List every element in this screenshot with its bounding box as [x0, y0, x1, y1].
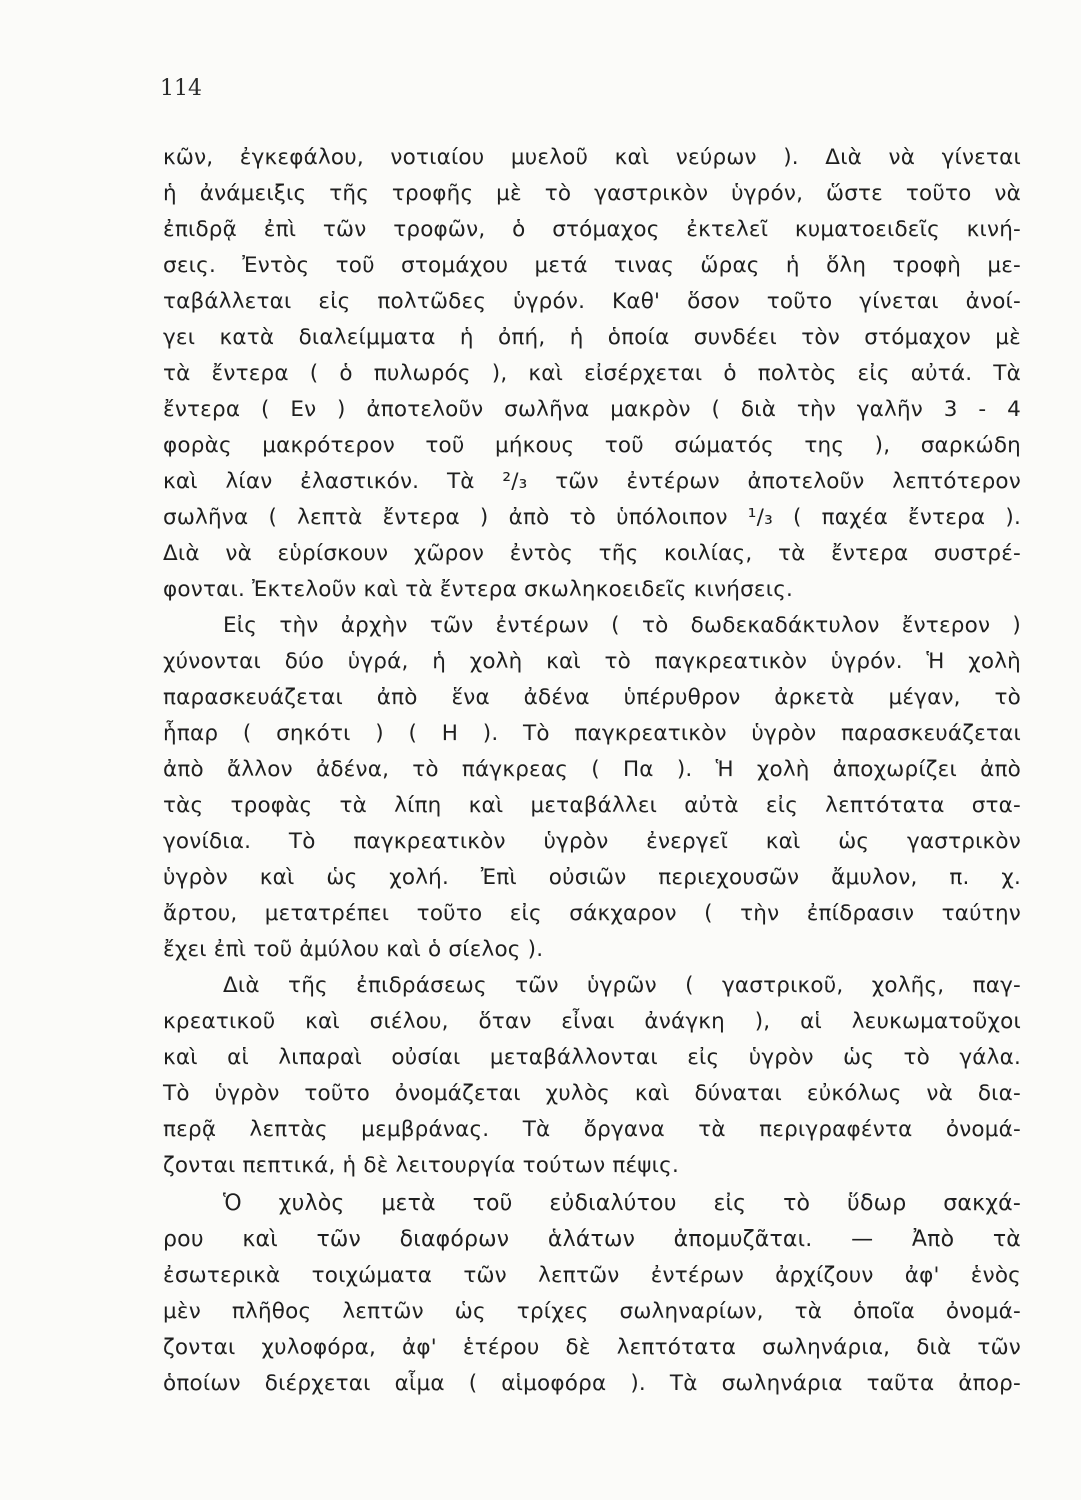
text-line: ἀπὸ ἄλλον ἀδένα, τὸ πάγκρεας ( Πα ). Ἡ χολὴ ἀποχωρίζει ἀπὸ [163, 757, 1021, 782]
text-line: σωλῆνα ( λεπτὰ ἔντερα ) ἀπὸ τὸ ὑπόλοιπον ¹/₃ ( παχέα ἔντερα ). [163, 505, 1021, 530]
text-line: κρεατικοῦ καὶ σιέλου, ὅταν εἶναι ἀνάγκη ), αἱ λευκωματοῦχοι [163, 1009, 1021, 1034]
text-line: Διὰ νὰ εὑρίσκουν χῶρον ἐντὸς τῆς κοιλίας, τὰ ἔντερα συστρέ- [163, 541, 1021, 566]
text-line: φορὰς μακρότερον τοῦ μήκους τοῦ σώματός της ), σαρκώδη [163, 433, 1021, 458]
section-heading-line: ρου καὶ τῶν διαφόρων ἁλάτων ἀπομυζᾶται. — Ἀπὸ τὰ [163, 1227, 1021, 1252]
text-line: χύνονται δύο ὑγρά, ἡ χολὴ καὶ τὸ παγκρεατικὸν ὑγρόν. Ἡ χολὴ [163, 649, 1021, 674]
text-line: Εἰς τὴν ἀρχὴν τῶν ἐντέρων ( τὸ δωδεκαδάκτυλον ἔντερον ) [223, 613, 1021, 638]
text-line: φονται. Ἐκτελοῦν καὶ τὰ ἔντερα σκωληκοειδεῖς κινήσεις. [163, 577, 794, 602]
section-heading-line: Ὁ χυλὸς μετὰ τοῦ εὐδιαλύτου εἰς τὸ ὕδωρ σακχά- [223, 1191, 1021, 1216]
text-line: γει κατὰ διαλείμματα ἡ ὀπή, ἡ ὁποία συνδέει τὸν στόμαχον μὲ [163, 325, 1021, 350]
text-line: καὶ αἱ λιπαραὶ οὐσίαι μεταβάλλονται εἰς ὑγρὸν ὡς τὸ γάλα. [163, 1045, 1021, 1070]
text-line: περᾷ λεπτὰς μεμβράνας. Τὰ ὄργανα τὰ περιγραφέντα ὀνομά- [163, 1117, 1021, 1142]
text-line: Διὰ τῆς ἐπιδράσεως τῶν ὑγρῶν ( γαστρικοῦ, χολῆς, παγ- [223, 973, 1021, 998]
text-line: ἡ ἀνάμειξις τῆς τροφῆς μὲ τὸ γαστρικὸν ὑγρόν, ὥστε τοῦτο νὰ [163, 181, 1021, 206]
text-line: ὁποίων διέρχεται αἷμα ( αἱμοφόρα ). Τὰ σωληνάρια ταῦτα ἀπορ- [163, 1371, 1021, 1396]
text-line: Τὸ ὑγρὸν τοῦτο ὀνομάζεται χυλὸς καὶ δύναται εὐκόλως νὰ δια- [163, 1081, 1021, 1106]
text-line: γονίδια. Τὸ παγκρεατικὸν ὑγρὸν ἐνεργεῖ καὶ ὡς γαστρικὸν [163, 829, 1021, 854]
text-line: ζονται πεπτικά, ἡ δὲ λειτουργία τούτων πέψις. [163, 1153, 680, 1178]
text-line: μὲν πλῆθος λεπτῶν ὡς τρίχες σωληναρίων, τὰ ὁποῖα ὀνομά- [163, 1299, 1021, 1324]
text-line: τὰς τροφὰς τὰ λίπη καὶ μεταβάλλει αὐτὰ εἰς λεπτότατα στα- [163, 793, 1021, 818]
text-line: ἧπαρ ( σηκότι ) ( Η ). Τὸ παγκρεατικὸν ὑγρὸν παρασκευάζεται [163, 721, 1021, 746]
text-line: κῶν, ἐγκεφάλου, νοτιαίου μυελοῦ καὶ νεύρων ). Διὰ νὰ γίνεται [163, 145, 1021, 170]
text-line: ὑγρὸν καὶ ὡς χολή. Ἐπὶ οὐσιῶν περιεχουσῶν ἄμυλον, π. χ. [163, 865, 1021, 890]
text-line: ἐπιδρᾷ ἐπὶ τῶν τροφῶν, ὁ στόμαχος ἐκτελεῖ κυματοειδεῖς κινή- [163, 217, 1021, 242]
text-line: ζονται χυλοφόρα, ἀφ' ἑτέρου δὲ λεπτότατα σωληνάρια, διὰ τῶν [163, 1335, 1021, 1360]
text-line: καὶ λίαν ἐλαστικόν. Τὰ ²/₃ τῶν ἐντέρων ἀποτελοῦν λεπτότερον [163, 469, 1021, 494]
text-line: ἔντερα ( Εν ) ἀποτελοῦν σωλῆνα μακρὸν ( διὰ τὴν γαλῆν 3 - 4 [163, 397, 1021, 422]
text-line: σεις. Ἐντὸς τοῦ στομάχου μετά τινας ὥρας ἡ ὅλη τροφὴ με- [163, 253, 1021, 278]
text-line: ἄρτου, μετατρέπει τοῦτο εἰς σάκχαρον ( τὴν ἐπίδρασιν ταύτην [163, 901, 1021, 926]
page-number: 114 [160, 76, 202, 101]
text-line: παρασκευάζεται ἀπὸ ἕνα ἀδένα ὑπέρυθρον ἀρκετὰ μέγαν, τὸ [163, 685, 1021, 710]
text-line: ταβάλλεται εἰς πολτῶδες ὑγρόν. Καθ' ὅσον τοῦτο γίνεται ἀνοί- [163, 289, 1021, 314]
text-line: ἔχει ἐπὶ τοῦ ἀμύλου καὶ ὁ σίελος ). [163, 937, 544, 962]
text-line: τὰ ἔντερα ( ὁ πυλωρός ), καὶ εἰσέρχεται ὁ πολτὸς εἰς αὐτά. Τὰ [163, 361, 1021, 386]
text-line: ἐσωτερικὰ τοιχώματα τῶν λεπτῶν ἐντέρων ἀρχίζουν ἀφ' ἑνὸς [163, 1263, 1021, 1288]
